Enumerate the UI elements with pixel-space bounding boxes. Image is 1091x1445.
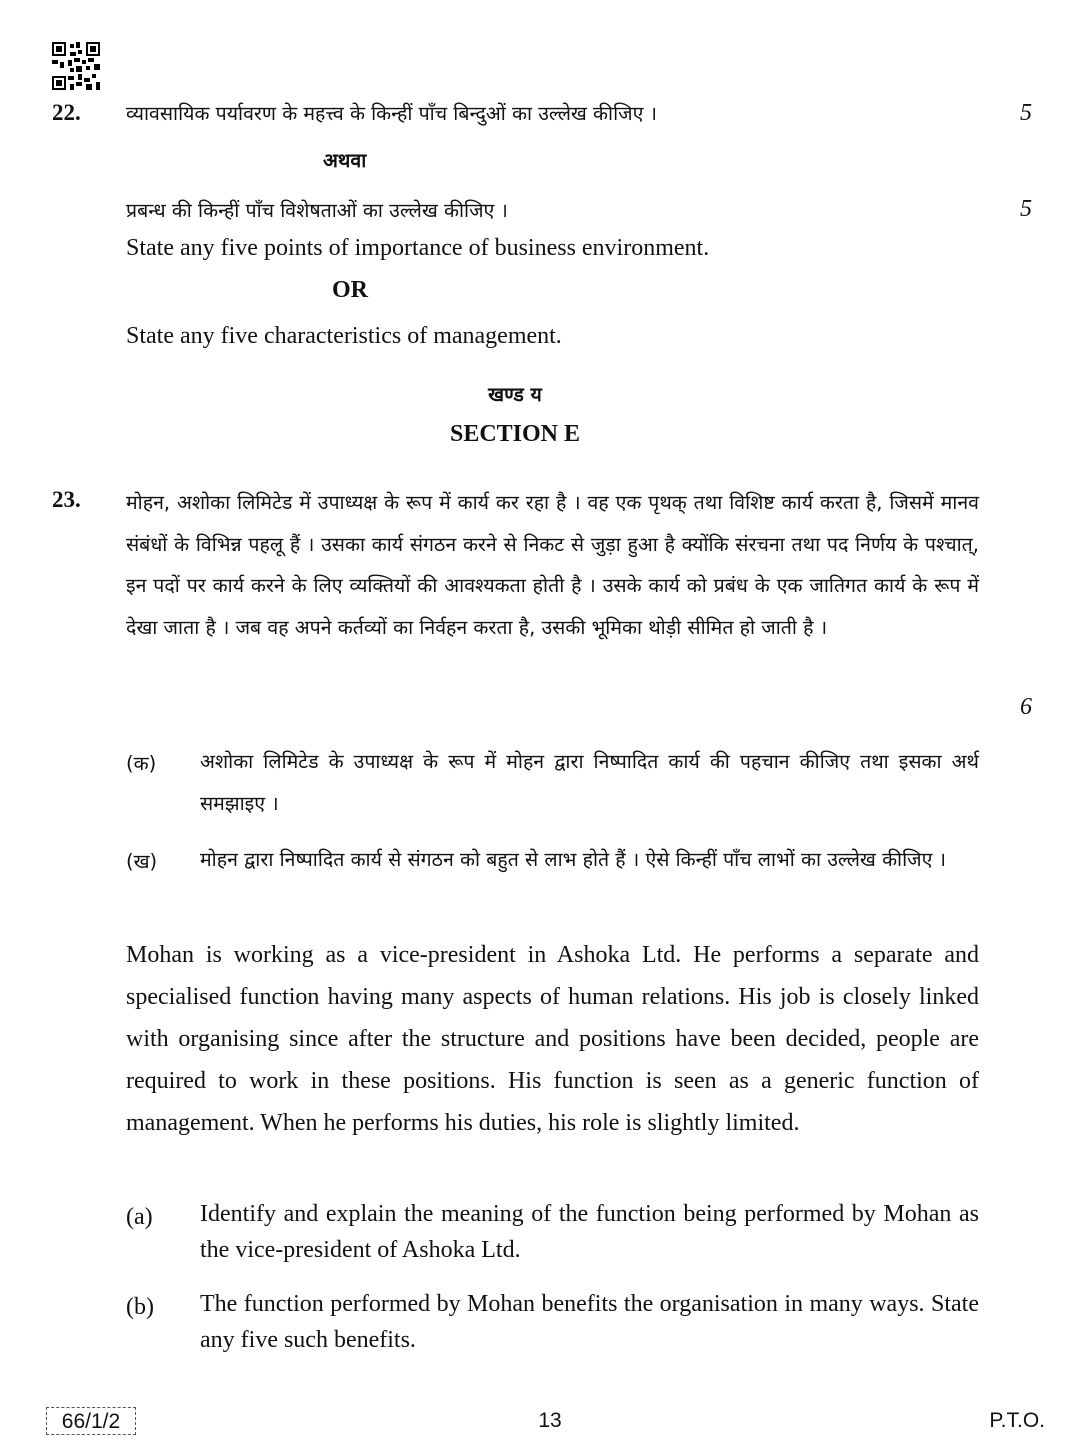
question-22-english-or: OR: [332, 277, 368, 303]
question-23-hindi-sub-b-label: (ख): [126, 850, 158, 873]
question-23-hindi-sub-a: अशोका लिमिटेड के उपाध्यक्ष के रूप में मोहन द्वारा निष्पादित कार्य की पहचान कीजिए तथा इसका अर्थ समझाइए ।: [200, 750, 979, 815]
question-23-english-sub-a: Identify and explain the meaning of the function being performed by Mohan as the vice-president of Ashoka Ltd.: [200, 1201, 979, 1263]
question-22-hindi-text: व्यावसायिक पर्यावरण के महत्त्व के किन्हीं पाँच बिन्दुओं का उल्लेख कीजिए ।: [126, 102, 657, 125]
question-22-number: 22.: [52, 100, 81, 125]
question-22-alt-marks: 5: [1020, 196, 1032, 222]
qr-code-icon: [52, 42, 100, 90]
section-title-hindi: खण्ड य: [488, 383, 542, 406]
paper-code: 66/1/2: [46, 1407, 136, 1435]
question-22-english-alt: State any five characteristics of management.: [126, 323, 562, 349]
question-23-english-sub-b: The function performed by Mohan benefits the organisation in many ways. State any five such benefits.: [200, 1291, 979, 1353]
question-23-english-paragraph: Mohan is working as a vice-president in Ashoka Ltd. He performs a separate and specialised function having many aspects of human relations. His job is closely linked with organising since after the structure and positions have been decided, people are required to work in these positions. His function is seen as a generic function of management. When he performs his duties, his role is slightly limited.: [126, 942, 979, 1136]
question-23-english-sub-a-label: (a): [126, 1204, 153, 1230]
question-22-english-text: State any five points of importance of business environment.: [126, 235, 710, 261]
page-number: 13: [538, 1409, 562, 1432]
question-23-number: 23.: [52, 487, 81, 512]
question-22-marks: 5: [1020, 100, 1032, 126]
question-23-marks: 6: [1020, 694, 1032, 720]
question-22-hindi-or: अथवा: [323, 149, 367, 172]
section-title-english: SECTION E: [449, 421, 581, 447]
pto-label: P.T.O.: [989, 1409, 1045, 1432]
question-23-hindi-sub-b: मोहन द्वारा निष्पादित कार्य से संगठन को बहुत से लाभ होते हैं । ऐसे किन्हीं पाँच लाभों का उल्लेख कीजिए ।: [200, 848, 947, 871]
question-23-english-sub-b-label: (b): [126, 1294, 154, 1320]
question-23-hindi-sub-a-label: (क): [126, 752, 157, 775]
question-22-hindi-alt: प्रबन्ध की किन्हीं पाँच विशेषताओं का उल्लेख कीजिए ।: [126, 199, 508, 222]
question-23-hindi-paragraph: मोहन, अशोका लिमिटेड में उपाध्यक्ष के रूप में कार्य कर रहा है । वह एक पृथक् तथा विशिष्ट कार्य करता है, जिसमें मानव संबंधों के विभिन्न पहलू हैं । उसका कार्य संगठन करने से निकट से जुड़ा हुआ है क्योंकि संरचना तथा पद निर्णय के पश्चात्, इन पदों पर कार्य करने के लिए व्यक्तियों की आवश्यकता होती है । उसके कार्य को प्रबंध के एक जातिगत कार्य के रूप में देखा जाता है । जब वह अपने कर्तव्यों का निर्वहन करता है, उसकी भूमिका थोड़ी सीमित हो जाती है ।: [126, 491, 979, 639]
